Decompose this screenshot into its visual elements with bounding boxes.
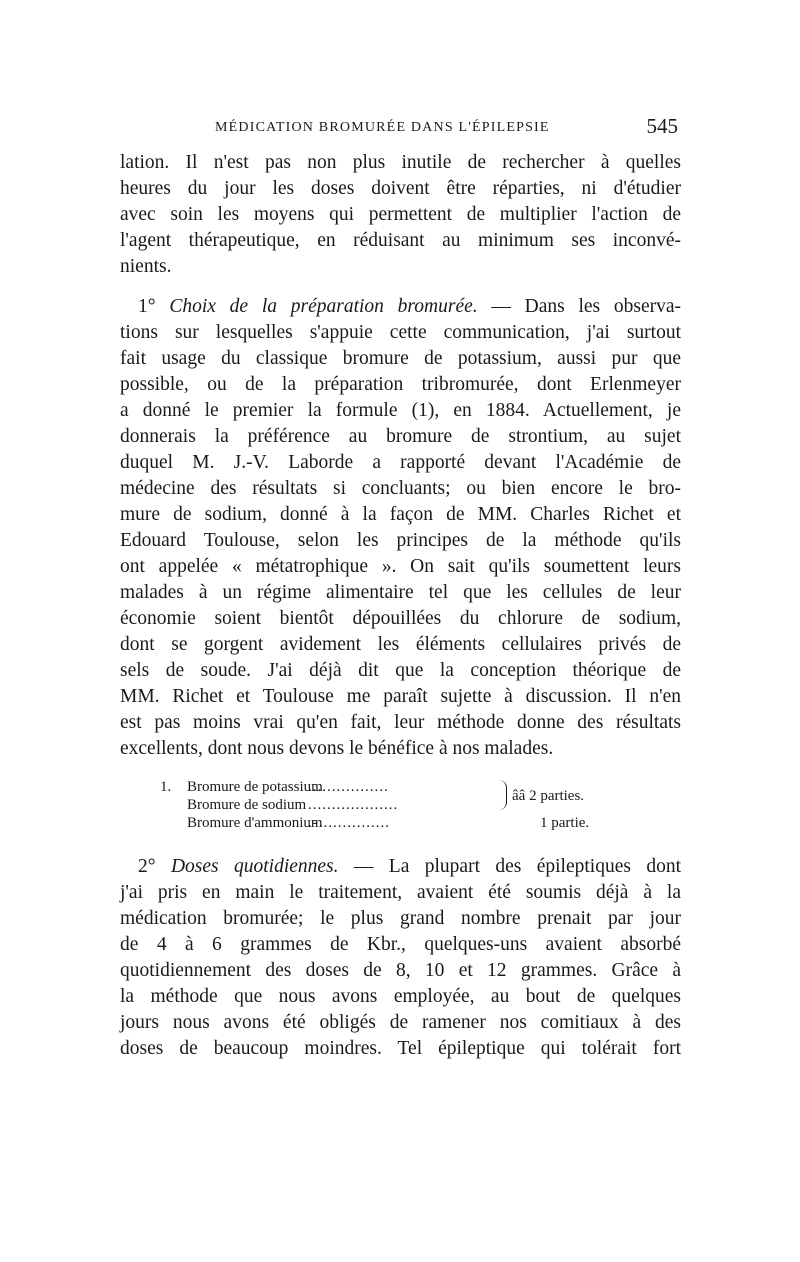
section-title: Choix de la préparation bromurée. [169, 296, 478, 317]
text-line: nients. [120, 256, 172, 277]
text-line: ont appelée « métatrophique ». On sait qu'ils soumettent leurs [120, 556, 681, 577]
text-line: possible, ou de la préparation tribromurée, dont Erlenmeyer [120, 374, 681, 395]
section-heading-line [120, 294, 681, 320]
paragraph-choix-preparation [120, 294, 681, 762]
section-number: 2° [138, 856, 156, 877]
text-line: médication bromurée; le plus grand nombre prenait par jour [120, 908, 681, 929]
ingredient-name: Bromure d'ammonium [187, 815, 323, 831]
text-line: a donné le premier la formule (1), en 1884. Actuellement, je [120, 400, 681, 421]
paragraph-continuation [120, 150, 681, 280]
leader-dots: .-............... [308, 815, 390, 831]
ingredient-name: Bromure de sodium [187, 797, 307, 813]
text-line: donnerais la préférence au bromure de strontium, au sujet [120, 426, 681, 447]
text-line: doses de beaucoup moindres. Tel épileptique qui tolérait fort [120, 1038, 681, 1059]
footnote-row [160, 778, 620, 804]
section-heading-line [120, 854, 681, 880]
text-line: quotidiennement des doses de 8, 10 et 12 grammes. Grâce à [120, 960, 681, 981]
ingredient-name: Bromure de potassium [187, 779, 323, 795]
text-line: l'agent thérapeutique, en réduisant au minimum ses inconvé- [120, 230, 681, 251]
footnote-row [160, 814, 620, 832]
text-line: lation. Il n'est pas non plus inutile de rechercher à quelles [120, 152, 681, 173]
page-header [120, 112, 680, 142]
section-number: 1° [138, 296, 156, 317]
text-line: tions sur lesquelles s'appuie cette communication, j'ai surtout [120, 322, 681, 343]
text-line: duquel M. J.-V. Laborde a rapporté devant l'Académie de [120, 452, 681, 473]
footnote-number: 1. [160, 779, 172, 795]
text-line: de 4 à 6 grammes de Kbr., quelques-uns avaient absorbé [120, 934, 681, 955]
running-head: MÉDICATION BROMURÉE DANS L'ÉPILEPSIE [215, 120, 550, 135]
text-line: sels de soude. J'ai déjà dit que la conception théorique de [120, 660, 681, 681]
footnote-formula [160, 778, 620, 832]
text-line: MM. Richet et Toulouse me paraît sujette à discussion. Il n'en [120, 686, 681, 707]
text-line: fait usage du classique bromure de potassium, aussi pur que [120, 348, 681, 369]
text-line: avec soin les moyens qui permettent de multiplier l'action de [120, 204, 681, 225]
shared-quantity: ââ 2 parties. [512, 788, 585, 804]
leader-dots: ................... [308, 797, 399, 813]
text-line: économie soient bientôt dépouillées du chlorure de sodium, [120, 608, 681, 629]
paragraph-doses-quotidiennes [120, 854, 681, 1062]
leader-dots: ................. [308, 779, 389, 795]
text-line: j'ai pris en main le traitement, avaient été soumis déjà à la [120, 882, 681, 903]
footnote-row [160, 796, 620, 814]
text-line: mure de sodium, donné à la façon de MM. Charles Richet et [120, 504, 681, 525]
text-line: Edouard Toulouse, selon les principes de la méthode qu'ils [120, 530, 681, 551]
section-heading-rest: — Dans les observa- [491, 296, 682, 317]
text-line: malades à un régime alimentaire tel que les cellules de leur [120, 582, 681, 603]
ingredient-quantity: 1 partie. [540, 815, 590, 831]
text-line: dont se gorgent avidement les éléments cellulaires privés de [120, 634, 681, 655]
text-line: est pas moins vrai qu'en fait, leur méthode donne des résultats [120, 712, 681, 733]
text-line: jours nous avons été obligés de ramener nos comitiaux à des [120, 1012, 681, 1033]
text-line: médecine des résultats si concluants; ou bien encore le bro- [120, 478, 681, 499]
text-line: excellents, dont nous devons le bénéfice à nos malades. [120, 738, 554, 759]
text-line: heures du jour les doses doivent être réparties, ni d'étudier [120, 178, 681, 199]
page-number: 545 [646, 114, 678, 138]
section-heading-rest: — La plupart des épileptiques dont [353, 856, 682, 877]
section-title: Doses quotidiennes. [170, 856, 339, 877]
text-line: la méthode que nous avons employée, au bout de quelques [120, 986, 681, 1007]
